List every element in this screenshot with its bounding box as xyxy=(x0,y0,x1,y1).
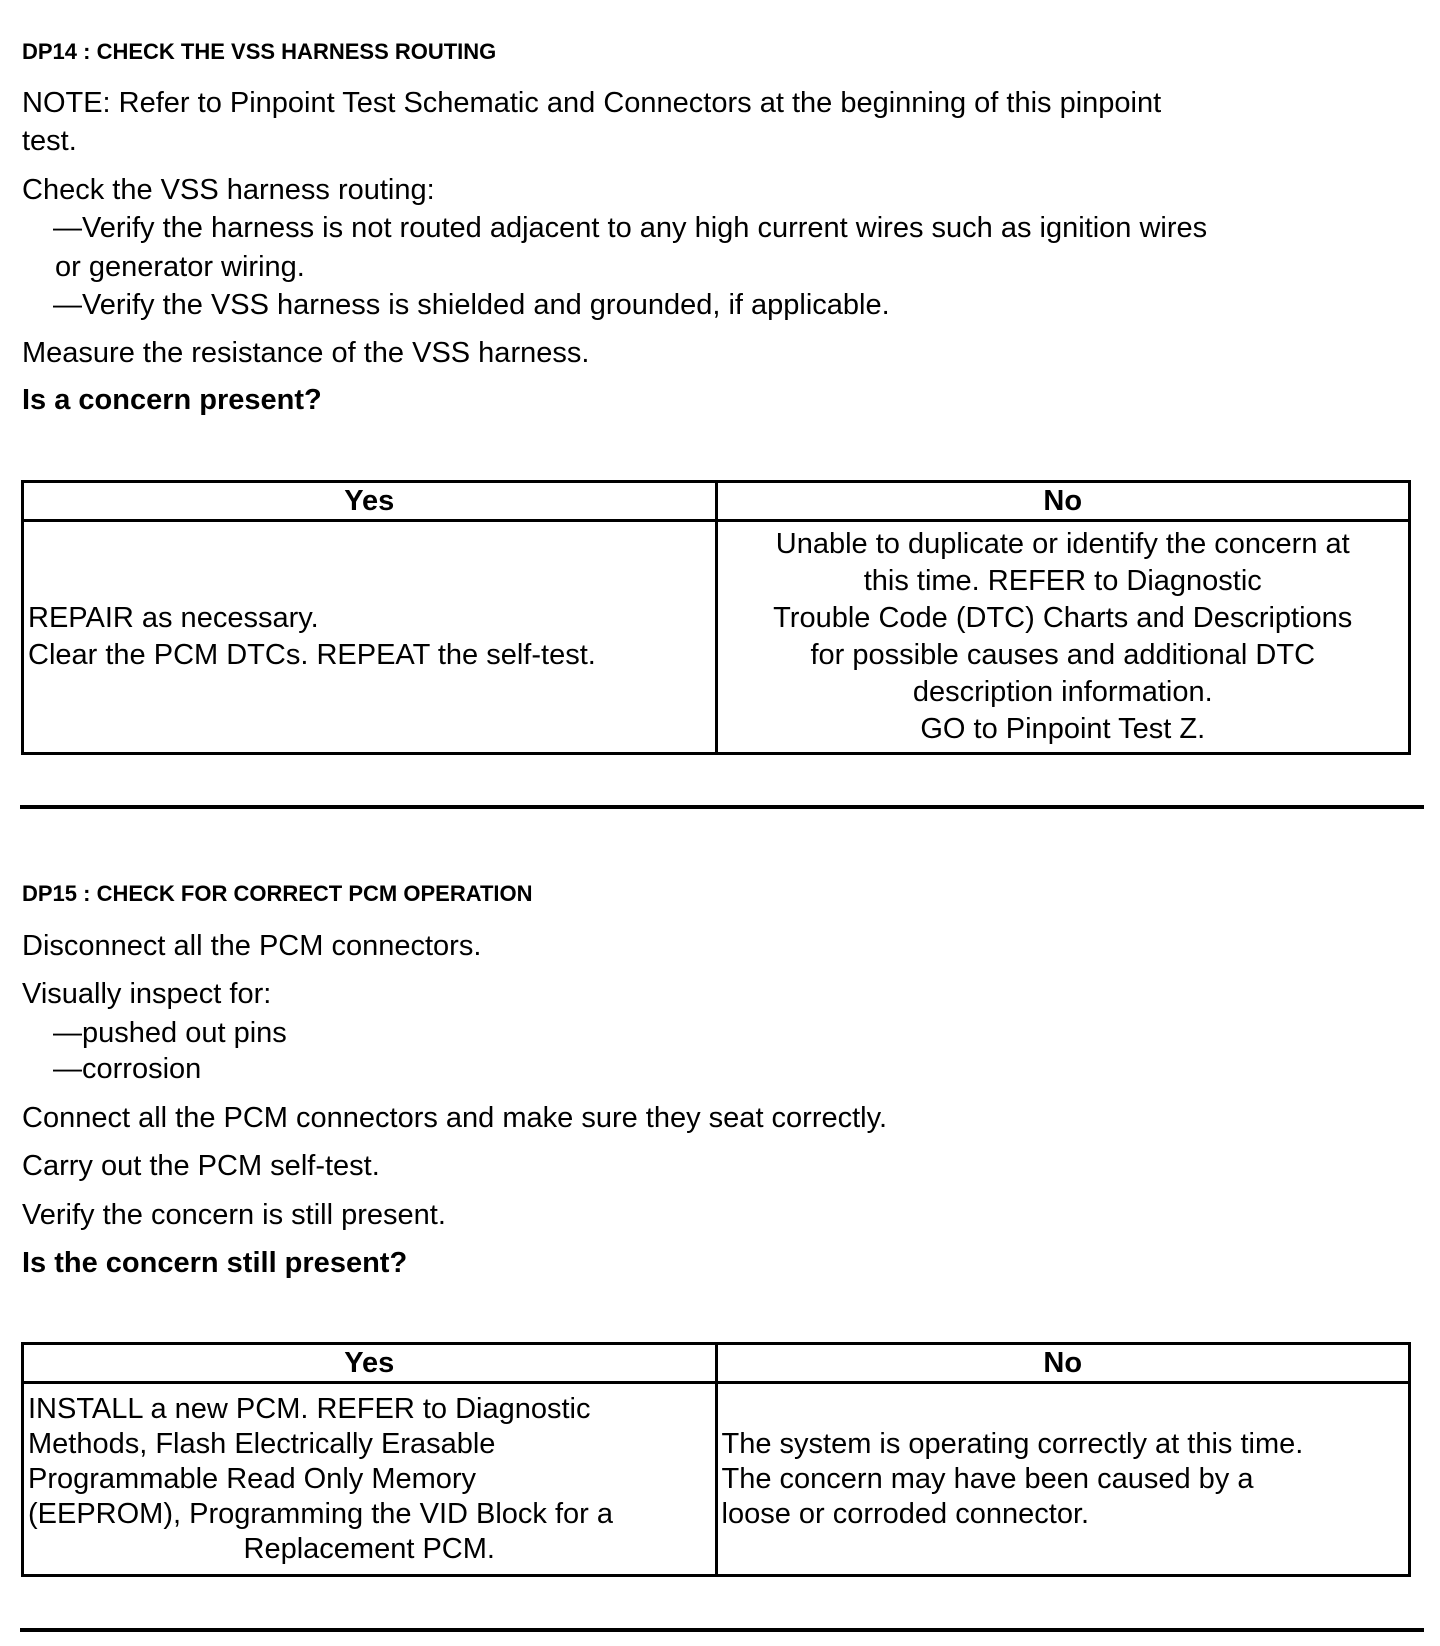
no-header: No xyxy=(716,1344,1410,1383)
bullet-corrosion: —corrosion xyxy=(53,1053,202,1085)
dp14-heading: DP14 : CHECK THE VSS HARNESS ROUTING xyxy=(22,39,497,64)
dp15-question: Is the concern still present? xyxy=(22,1247,408,1279)
dp14-question: Is a concern present? xyxy=(22,384,322,416)
check-routing: Check the VSS harness routing: xyxy=(22,174,435,206)
carry-text: Carry out the PCM self-test. xyxy=(22,1150,380,1182)
no-header: No xyxy=(716,482,1410,521)
bullet-1: —Verify the harness is not routed adjacent to any high current wires such as ignition wires xyxy=(53,212,1208,244)
yes-line: Clear the PCM DTCs. REPEAT the self-test. xyxy=(28,639,596,671)
no-line: this time. REFER to Diagnostic xyxy=(863,565,1262,597)
yes-line: INSTALL a new PCM. REFER to Diagnostic xyxy=(28,1392,591,1425)
measure-text: Measure the resistance of the VSS harness. xyxy=(22,337,590,369)
no-line: Trouble Code (DTC) Charts and Descriptions xyxy=(773,602,1353,634)
note-line-2: test. xyxy=(22,125,77,157)
no-cell xyxy=(716,1383,1410,1576)
yes-line: Methods, Flash Electrically Erasable xyxy=(28,1427,496,1460)
yes-header: Yes xyxy=(23,1344,717,1383)
no-line: The concern may have been caused by a xyxy=(721,1462,1254,1495)
verify-text: Verify the concern is still present. xyxy=(22,1199,446,1231)
bullet-2: —Verify the VSS harness is shielded and grounded, if applicable. xyxy=(53,289,890,321)
connect-text: Connect all the PCM connectors and make sure they seat correctly. xyxy=(22,1102,888,1134)
yes-line: Programmable Read Only Memory xyxy=(28,1462,477,1495)
yes-cell xyxy=(23,1383,717,1576)
bullet-1-cont: or generator wiring. xyxy=(55,251,305,283)
yes-cell xyxy=(23,521,717,754)
yes-line: REPAIR as necessary. xyxy=(28,602,319,634)
no-line: Unable to duplicate or identify the concern at xyxy=(775,528,1350,560)
no-cell xyxy=(716,521,1410,754)
dp14-result-table xyxy=(21,480,1411,755)
visually-text: Visually inspect for: xyxy=(22,978,272,1010)
section-divider xyxy=(20,805,1424,809)
no-line: The system is operating correctly at this time. xyxy=(721,1427,1304,1460)
dp15-heading: DP15 : CHECK FOR CORRECT PCM OPERATION xyxy=(22,881,533,906)
bullet-pins: —pushed out pins xyxy=(53,1017,287,1049)
no-line: for possible causes and additional DTC xyxy=(810,639,1316,671)
dp15-result-table xyxy=(21,1342,1411,1577)
disconnect-text: Disconnect all the PCM connectors. xyxy=(22,930,482,962)
no-line: loose or corroded connector. xyxy=(721,1497,1090,1530)
yes-header: Yes xyxy=(23,482,717,521)
yes-line: Replacement PCM. xyxy=(243,1532,495,1565)
no-line: GO to Pinpoint Test Z. xyxy=(920,713,1206,745)
no-line: description information. xyxy=(912,676,1213,708)
section-divider xyxy=(20,1628,1424,1632)
note-line-1: NOTE: Refer to Pinpoint Test Schematic and Connectors at the beginning of this pinpoint xyxy=(22,87,1162,119)
yes-line: (EEPROM), Programming the VID Block for a xyxy=(28,1497,613,1530)
